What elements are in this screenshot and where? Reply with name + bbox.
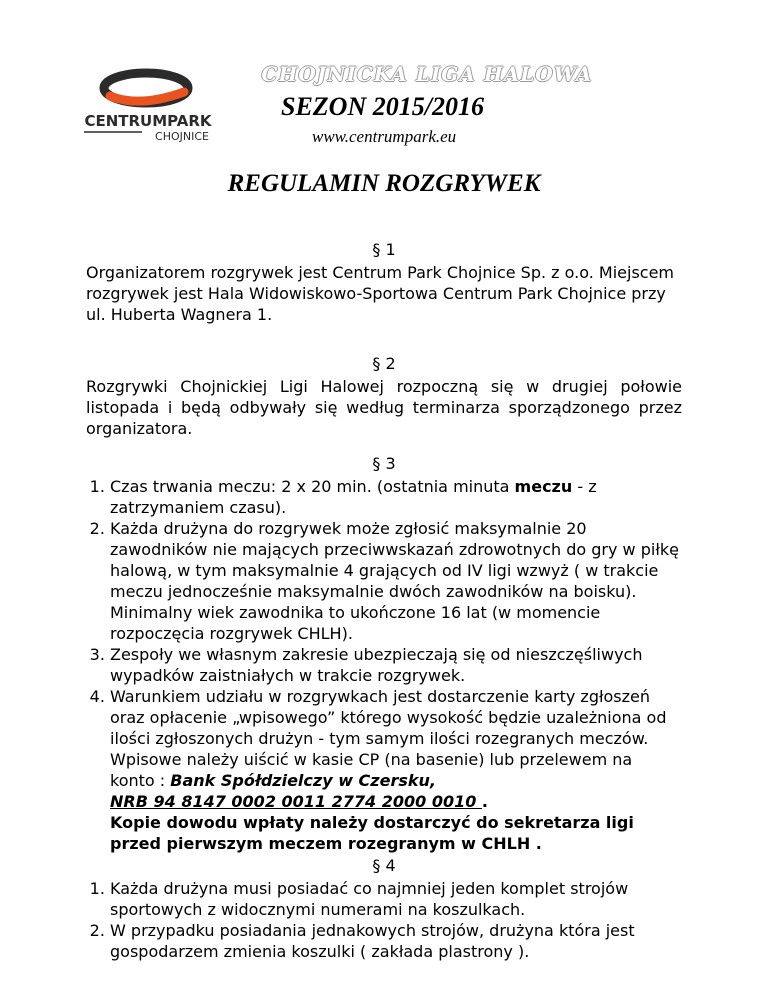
list-item: 1. Czas trwania meczu: 2 x 20 min. (ostatnia minuta meczu - z zatrzymaniem czasu).: [110, 476, 680, 518]
section-2-heading: § 2: [372, 354, 396, 373]
website-url: www.centrumpark.eu: [312, 127, 457, 146]
payment-note: Kopie dowodu wpłaty należy dostarczyć do sekretarza ligi przed pierwszym meczem rozegranym w CHLH .: [110, 813, 634, 853]
centrumpark-logo: [80, 66, 216, 148]
section-3-heading: § 3: [372, 454, 396, 473]
bank-name: Bank Spółdzielczy w Czersku,: [170, 771, 436, 790]
section-2-text: Rozgrywki Chojnickiej Ligi Halowej rozpoczną się w drugiej połowie listopada i będą odbywały się według terminarza sporządzonego przez organizatora.: [86, 377, 682, 438]
season-title: SEZON 2015/2016: [281, 92, 484, 121]
list-item: 3. Zespoły we własnym zakresie ubezpieczają się od nieszczęśliwych wypadków zaistniałych w trakcie rozgrywek.: [110, 644, 680, 686]
list-item: 2. W przypadku posiadania jednakowych strojów, drużyna która jest gospodarzem zmienia koszulki ( zakłada plastrony ).: [110, 920, 680, 962]
logo-city: CHOJNICE: [155, 130, 209, 143]
section-4-list: [86, 878, 680, 962]
list-item: 4. Warunkiem udziału w rozgrywkach jest dostarczenie karty zgłoszeń oraz opłacenie „wpisowego” którego wysokość będzie uzależniona od ilości zgłoszonych drużyn - tym samym ilości rozegranych meczów. Wpisowe należy uiścić w kasie CP (na basenie) lub przelewem na konto : Bank Spółdzielczy w Czersku, NRB 94 8147 0002 0011 2774 2000 0010 . Kopie dowodu wpłaty należy dostarczyć do sekretarza ligi przed pierwszym meczem rozegranym w CHLH .: [110, 686, 680, 854]
list-item: 1. Każda drużyna musi posiadać co najmniej jeden komplet strojów sportowych z widocznymi numerami na koszulkach.: [110, 878, 680, 920]
league-name: CHOJNICKA LIGA HALOWA: [261, 62, 593, 86]
account-number: NRB 94 8147 0002 0011 2774 2000 0010: [110, 792, 482, 811]
section-1-text: Organizatorem rozgrywek jest Centrum Park Chojnice Sp. z o.o. Miejscem rozgrywek jest Hala Widowiskowo-Sportowa Centrum Park Chojnice przy ul. Huberta Wagnera 1.: [86, 263, 675, 324]
section-4-heading: § 4: [372, 856, 396, 875]
document-title: REGULAMIN ROZGRYWEK: [227, 170, 541, 197]
logo-swoosh-icon: [80, 66, 216, 148]
list-item: 2. Każda drużyna do rozgrywek może zgłosić maksymalnie 20 zawodników nie mających przeciwwskazań zdrowotnych do gry w piłkę halową, w tym maksymalnie 4 grających od IV ligi wzwyż ( w trakcie meczu jednocześnie maksymalnie dwóch zawodników na boisku). Minimalny wiek zawodnika to ukończone 16 lat (w momencie rozpoczęcia rozgrywek CHLH).: [110, 518, 680, 644]
section-3-list: [86, 476, 680, 854]
logo-name: CENTRUMPARK: [84, 112, 212, 130]
section-1-heading: § 1: [372, 240, 396, 259]
